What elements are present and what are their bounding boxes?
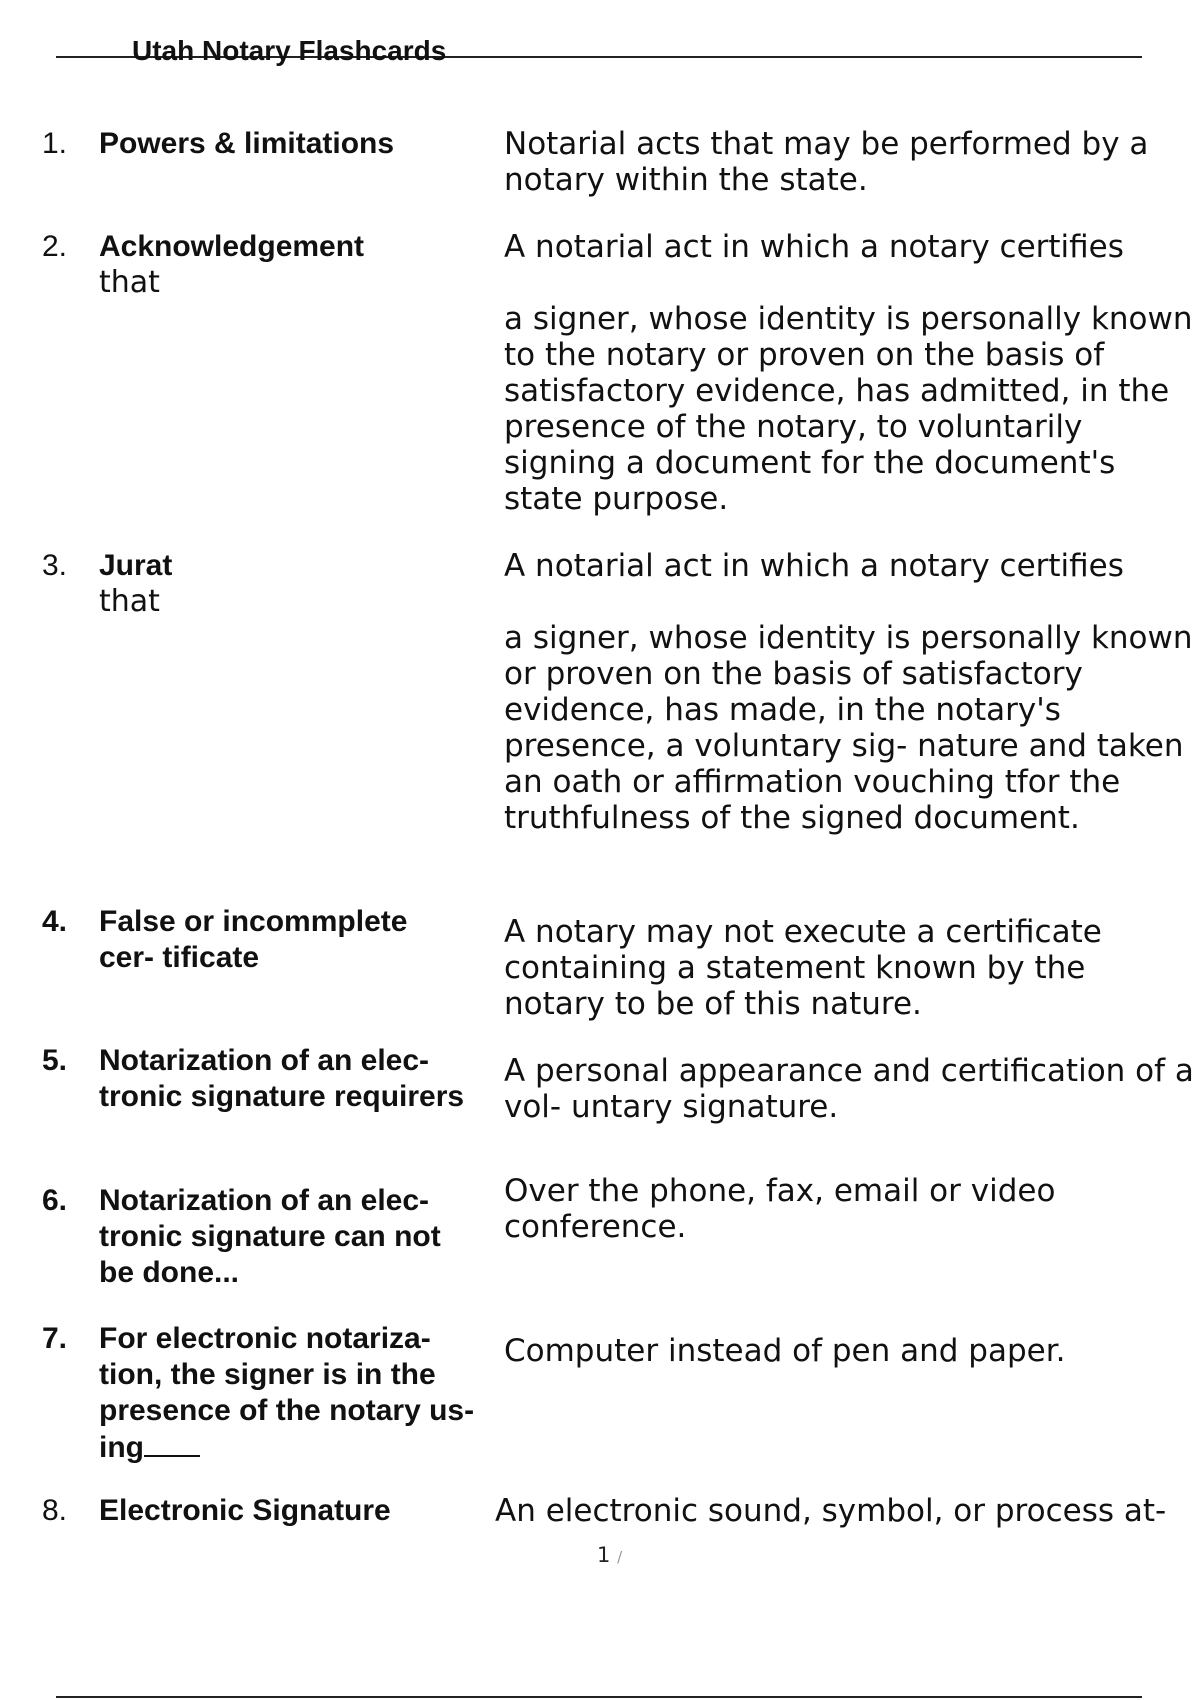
definition-text: A notarial act in which a notary certifies	[504, 548, 1124, 584]
card-definition	[504, 126, 1194, 198]
card-term: Electronic Signature	[99, 1494, 391, 1527]
definition-text: Computer instead of pen and paper.	[504, 1333, 1066, 1369]
card-term: Jurat	[99, 549, 173, 582]
card-term-suffix: that	[99, 265, 160, 300]
card-definition	[504, 1053, 1194, 1125]
definition-text: A notarial act in which a notary certifies	[504, 229, 1124, 265]
card-term-text: For electronic notariza- tion, the signer is in the presence of the notary us- ing	[99, 1322, 475, 1464]
card-number: 2.	[42, 230, 68, 263]
page-header	[56, 34, 1142, 66]
card-number: 6.	[42, 1184, 68, 1217]
fill-in-blank	[144, 1429, 200, 1457]
card-number: 5.	[42, 1044, 68, 1077]
page-number	[597, 1542, 622, 1570]
card-definition	[504, 229, 1194, 517]
definition-text: Over the phone, fax, email or video conference.	[504, 1173, 1056, 1245]
definition-text-continued: a signer, whose identity is personally known or proven on the basis of satisfactory evidence, has made, in the notary's presence, a voluntary sig- nature and taken an oath or affirmation vouching tfor the truthfulness of the signed document.	[504, 620, 1193, 836]
card-definition	[504, 548, 1194, 836]
definition-text: An electronic sound, symbol, or process at-	[495, 1493, 1167, 1529]
card-definition	[504, 1173, 1194, 1245]
card-term-suffix: that	[99, 584, 160, 619]
card-term: Notarization of an elec- tronic signature requirers	[99, 1044, 465, 1113]
page-separator: /	[617, 1548, 623, 1566]
definition-text: Notarial acts that may be performed by a notary within the state.	[504, 126, 1149, 198]
card-term: Acknowledgement	[99, 230, 365, 263]
card-number: 8.	[42, 1494, 68, 1527]
definition-text: A personal appearance and certification of a vol- untary signature.	[504, 1053, 1194, 1125]
card-number: 7.	[42, 1322, 68, 1355]
card-definition	[504, 914, 1194, 1022]
document-title: Utah Notary Flashcards	[132, 35, 447, 66]
footer-rule	[56, 1696, 1142, 1698]
card-definition	[495, 1493, 1195, 1529]
definition-text-continued: a signer, whose identity is personally known to the notary or proven on the basis of satisfactory evidence, has admitted, in the presence of the notary, to voluntarily signing a document for the document's state purpose.	[504, 301, 1193, 517]
card-term	[99, 1321, 479, 1466]
card-number: 1.	[42, 127, 68, 160]
definition-text: A notary may not execute a certificate containing a statement known by the notary to be of this nature.	[504, 914, 1102, 1022]
card-number: 3.	[42, 549, 68, 582]
card-term: Notarization of an elec- tronic signature can not be done...	[99, 1184, 441, 1289]
card-term: Powers & limitations	[99, 127, 395, 160]
card-definition	[504, 1333, 1194, 1369]
page-number-value: 1	[597, 1543, 611, 1567]
card-number: 4.	[42, 905, 68, 938]
card-term: False or incommplete cer- tificate	[99, 905, 408, 974]
